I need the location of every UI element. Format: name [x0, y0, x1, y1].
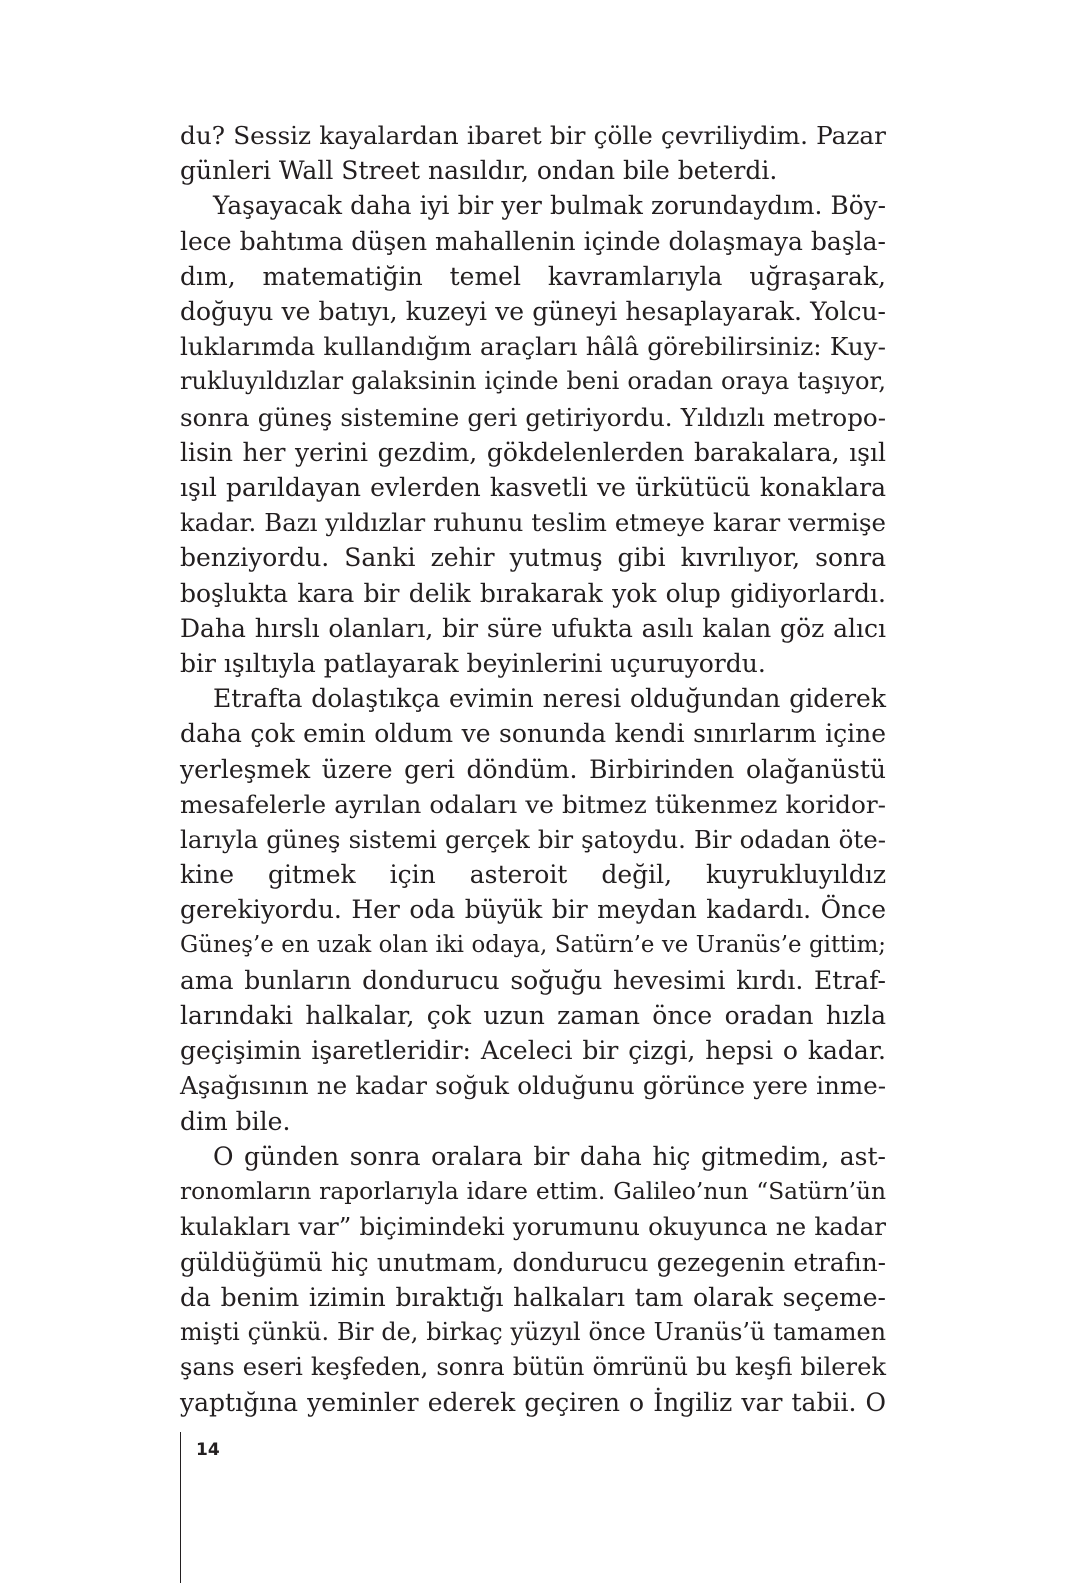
- text-line: mişti çünkü. Bir de, birkaç yüzyıl önce Uranüs’ü tamamen: [180, 1317, 886, 1346]
- text-line: sonra güneş sistemine geri getiriyordu. Yıldızlı metropo-: [180, 402, 886, 432]
- text-line: ama bunların dondurucu soğuğu hevesimi kırdı. Etraf-: [180, 965, 886, 995]
- text-line: Güneş’e en uzak olan iki odaya, Satürn’e ve Uranüs’e gittim;: [180, 931, 886, 958]
- text-line: günleri Wall Street nasıldır, ondan bile beterdi.: [180, 156, 778, 186]
- text-line: kadar. Bazı yıldızlar ruhunu teslim etmeye karar vermişe: [180, 508, 886, 538]
- text-line: doğuyu ve batıyı, kuzeyi ve güneyi hesaplayarak. Yolcu-: [180, 297, 886, 327]
- text-line: daha çok emin oldum ve sonunda kendi sınırlarım içine: [180, 719, 886, 749]
- body-text: [180, 118, 886, 1421]
- text-line: du? Sessiz kayalardan ibaret bir çölle çevriliydim. Pazar: [180, 121, 886, 150]
- text-line: larıyla güneş sistemi gerçek bir şatoydu. Bir odadan öte-: [180, 825, 886, 855]
- text-line: da benim izimin bıraktığı halkaları tam olarak seçeme-: [180, 1282, 886, 1312]
- text-line: rukluyıldızlar galaksinin içinde beni oradan oraya taşıyor,: [180, 367, 886, 396]
- text-line: lece bahtıma düşen mahallenin içinde dolaşmaya başla-: [180, 226, 886, 256]
- text-line: Daha hırslı olanları, bir süre ufukta asılı kalan göz alıcı: [180, 613, 886, 643]
- text-line: şans eseri keşfeden, sonra bütün ömrünü bu keşfi bilerek: [180, 1353, 886, 1382]
- text-line: mesafelerle ayrılan odaları ve bitmez tükenmez koridor-: [180, 789, 886, 819]
- text-line: yerleşmek üzere geri döndüm. Birbirinden olağanüstü: [180, 754, 886, 784]
- text-line: bir ışıltıyla patlayarak beyinlerini uçuruyordu.: [180, 649, 766, 679]
- text-line: yaptığına yeminler ederek geçiren o İngiliz var tabii. O: [180, 1388, 886, 1418]
- text-line: benziyordu. Sanki zehir yutmuş gibi kıvrılıyor, sonra: [180, 543, 886, 573]
- text-line: Etrafta dolaştıkça evimin neresi olduğundan giderek: [213, 684, 886, 714]
- text-line: dım, matematiğin temel kavramlarıyla uğraşarak,: [180, 261, 886, 291]
- text-line: Aşağısının ne kadar soğuk olduğunu görünce yere inme-: [180, 1071, 886, 1101]
- text-line: larındaki halkalar, çok uzun zaman önce oradan hızla: [180, 1001, 886, 1031]
- text-line: dim bile.: [180, 1106, 291, 1136]
- text-line: luklarımda kullandığım araçları hâlâ görebilirsiniz: Kuy-: [180, 332, 886, 362]
- text-line: güldüğümü hiç unutmam, dondurucu gezegenin etrafın-: [180, 1247, 886, 1277]
- text-line: boşlukta kara bir delik bırakarak yok olup gidiyorlardı.: [180, 578, 886, 608]
- page-number: 14: [196, 1440, 220, 1460]
- folio-rule: [180, 1432, 181, 1583]
- text-line: gerekiyordu. Her oda büyük bir meydan kadardı. Önce: [180, 895, 886, 925]
- text-line: ışıl parıldayan evlerden kasvetli ve ürkütücü konaklara: [180, 473, 886, 503]
- text-line: Yaşayacak daha iyi bir yer bulmak zorundaydım. Böy-: [213, 191, 886, 221]
- text-line: geçişimin işaretleridir: Aceleci bir çizgi, hepsi o kadar.: [180, 1036, 886, 1066]
- text-line: lisin her yerini gezdim, gökdelenlerden barakalara, ışıl: [180, 437, 886, 467]
- text-line: kine gitmek için asteroit değil, kuyrukluyıldız: [180, 860, 886, 890]
- text-line: O günden sonra oralara bir daha hiç gitmedim, ast-: [213, 1141, 886, 1171]
- text-line: ronomların raporlarıyla idare ettim. Galileo’nun “Satürn’ün: [180, 1178, 886, 1206]
- text-line: kulakları var” biçimindeki yorumunu okuyunca ne kadar: [180, 1212, 886, 1242]
